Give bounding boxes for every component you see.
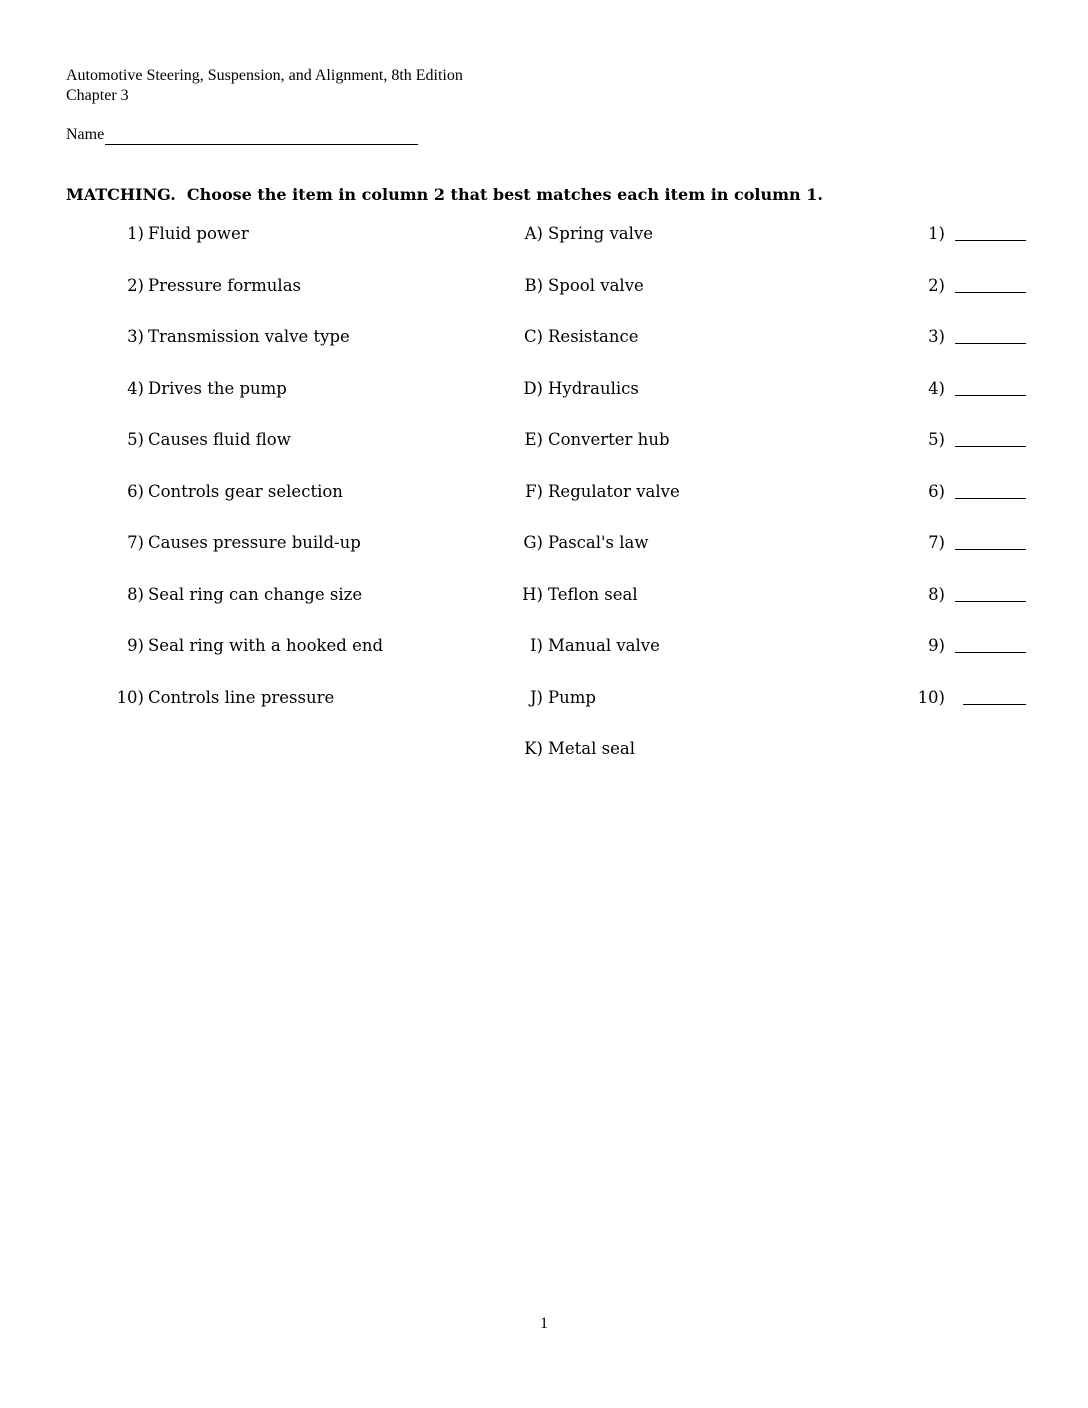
- answer-blank-line[interactable]: [955, 549, 1026, 550]
- page-number: 1: [540, 1315, 548, 1332]
- response-letter: J): [529, 688, 543, 707]
- answer-number: 2): [928, 276, 945, 295]
- answer-blank-line[interactable]: [955, 601, 1026, 602]
- premise-number: 8): [127, 585, 144, 604]
- answer-number: 10): [917, 688, 945, 707]
- answer-blank-line[interactable]: [955, 240, 1026, 241]
- premise-number: 1): [127, 224, 144, 243]
- answer-blank-line[interactable]: [955, 292, 1026, 293]
- response-letter: A): [524, 224, 543, 243]
- matching-row: [0, 582, 1088, 608]
- matching-row: [0, 427, 1088, 453]
- matching-row: [0, 736, 1088, 762]
- name-blank-line[interactable]: [105, 126, 418, 145]
- response-text: Resistance: [548, 327, 639, 346]
- response-letter: C): [523, 327, 543, 346]
- answer-number: 5): [928, 430, 945, 449]
- chapter-label: Chapter 3: [66, 87, 129, 104]
- response-text: Regulator valve: [548, 482, 680, 501]
- answer-number: 8): [928, 585, 945, 604]
- premise-text: Causes fluid flow: [148, 430, 291, 449]
- response-text: Metal seal: [548, 739, 635, 758]
- premise-number: 9): [127, 636, 144, 655]
- premise-number: 7): [127, 533, 144, 552]
- name-field-row: [66, 125, 418, 145]
- premise-text: Fluid power: [148, 224, 249, 243]
- response-letter: B): [524, 276, 543, 295]
- matching-instructions: MATCHING. Choose the item in column 2 that best matches each item in column 1.: [66, 185, 823, 204]
- answer-blank-line[interactable]: [955, 395, 1026, 396]
- response-text: Spool valve: [548, 276, 644, 295]
- response-text: Hydraulics: [548, 379, 639, 398]
- response-letter: I): [530, 636, 543, 655]
- answer-number: 7): [928, 533, 945, 552]
- answer-number: 4): [928, 379, 945, 398]
- answer-number: 9): [928, 636, 945, 655]
- response-text: Pump: [548, 688, 596, 707]
- premise-number: 10): [116, 688, 144, 707]
- premise-text: Pressure formulas: [148, 276, 301, 295]
- response-letter: F): [525, 482, 543, 501]
- response-text: Manual valve: [548, 636, 660, 655]
- answer-blank-line[interactable]: [963, 704, 1026, 705]
- premise-text: Causes pressure build-up: [148, 533, 361, 552]
- response-text: Converter hub: [548, 430, 670, 449]
- response-letter: D): [523, 379, 543, 398]
- matching-row: [0, 324, 1088, 350]
- response-text: Pascal's law: [548, 533, 649, 552]
- response-letter: G): [523, 533, 543, 552]
- premise-text: Transmission valve type: [148, 327, 350, 346]
- matching-row: [0, 633, 1088, 659]
- answer-number: 1): [928, 224, 945, 243]
- answer-blank-line[interactable]: [955, 498, 1026, 499]
- name-label: Name: [66, 126, 105, 143]
- matching-row: [0, 685, 1088, 711]
- matching-row: [0, 530, 1088, 556]
- answer-blank-line[interactable]: [955, 343, 1026, 344]
- premise-text: Seal ring can change size: [148, 585, 363, 604]
- premise-number: 3): [127, 327, 144, 346]
- answer-number: 6): [928, 482, 945, 501]
- answer-blank-line[interactable]: [955, 652, 1026, 653]
- matching-row: [0, 221, 1088, 247]
- response-letter: K): [524, 739, 543, 758]
- answer-blank-line[interactable]: [955, 446, 1026, 447]
- premise-number: 2): [127, 276, 144, 295]
- premise-text: Controls gear selection: [148, 482, 343, 501]
- response-letter: E): [524, 430, 543, 449]
- premise-text: Controls line pressure: [148, 688, 335, 707]
- matching-row: [0, 273, 1088, 299]
- response-text: Spring valve: [548, 224, 653, 243]
- premise-text: Seal ring with a hooked end: [148, 636, 384, 655]
- premise-number: 6): [127, 482, 144, 501]
- premise-number: 4): [127, 379, 144, 398]
- response-letter: H): [522, 585, 543, 604]
- response-text: Teflon seal: [548, 585, 638, 604]
- premise-text: Drives the pump: [148, 379, 287, 398]
- premise-number: 5): [127, 430, 144, 449]
- matching-row: [0, 479, 1088, 505]
- matching-row: [0, 376, 1088, 402]
- book-title: Automotive Steering, Suspension, and Alignment, 8th Edition: [66, 67, 463, 84]
- answer-number: 3): [928, 327, 945, 346]
